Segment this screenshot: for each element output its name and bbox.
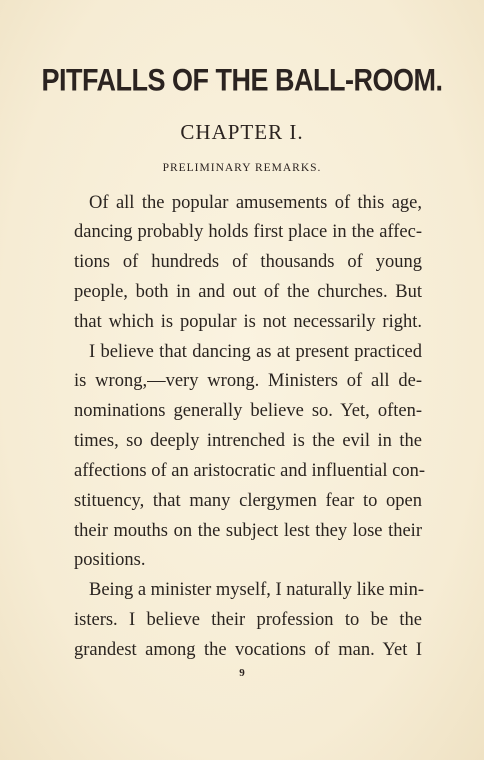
paragraph-2-line-2: is wrong,—very wrong. Ministers of all de-	[74, 371, 422, 391]
paragraph-1-line-1: Of all the popular amusements of this age,	[89, 193, 422, 213]
paragraph-3-line-1: Being a minister myself, I naturally like min-	[89, 580, 424, 600]
paragraph-1-line-2: dancing probably holds first place in the affec-	[74, 222, 422, 242]
paragraph-2-line-4: times, so deeply intrenched is the evil in the	[74, 431, 422, 451]
paragraph-1-line-5: that which is popular is not necessarily right.	[74, 312, 422, 332]
paragraph-1-line-3: tions of hundreds of thousands of young	[74, 252, 422, 272]
chapter-heading: CHAPTER I.	[180, 120, 304, 144]
paragraph-2-line-3: nominations generally believe so. Yet, often-	[74, 401, 422, 421]
paragraph-2-line-8: positions.	[74, 550, 146, 570]
paragraph-3-line-3: grandest among the vocations of man. Yet I	[74, 640, 422, 660]
page-number: 9	[239, 667, 245, 679]
paragraph-1-line-4: people, both in and out of the churches. But	[74, 282, 422, 302]
paragraph-2-line-7: their mouths on the subject lest they lose their	[74, 521, 422, 541]
paragraph-3-line-2: isters. I believe their profession to be the	[74, 610, 422, 630]
paragraph-2-line-1: I believe that dancing as at present practiced	[89, 342, 422, 362]
book-title: PITFALLS OF THE BALL-ROOM.	[41, 62, 443, 98]
paragraph-2-line-5: affections of an aristocratic and influential con-	[74, 461, 426, 481]
section-subheading: PRELIMINARY REMARKS.	[162, 162, 322, 174]
paragraph-2-line-6: stituency, that many clergymen fear to open	[74, 491, 422, 511]
